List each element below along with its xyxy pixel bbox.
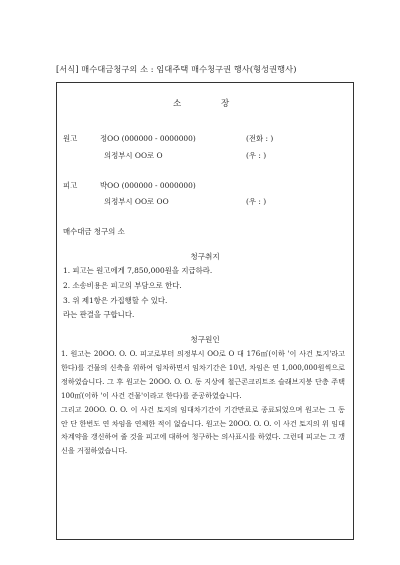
plaintiff-name: 정OO (000000 - 0000000) xyxy=(100,134,196,143)
defendant-role: 피고 xyxy=(63,181,78,190)
defendant-zip: (우 : ) xyxy=(246,197,267,206)
title-char-right: 장 xyxy=(221,99,230,109)
claim-item: 2. 소송비용은 피고의 부담으로 한다. xyxy=(63,281,182,290)
claim-closing: 라는 판결을 구합니다. xyxy=(63,310,135,319)
cause-body xyxy=(61,347,345,458)
plaintiff-phone: (전화 : ) xyxy=(246,134,274,143)
cause-paragraph: 1. 원고는 20OO. O. O. 피고로부터 의정부시 OO로 O 대 176㎡(이하 '이 사건 토지'라고 한다)를 건물의 신축을 위하여 임차하면서 임차기간은 10년, 차임은 연 1,000,000원씩으로 정하였습니다. 그 후 원고는 20OO. O. O. 동 지상에 철근콘크리트조 슬래브지붕 단층 주택 100㎡(이하 '이 사건 건물'이라고 한다)를 준공하였습니다. xyxy=(61,349,345,400)
defendant-address: 의정부시 OO로 OO xyxy=(104,197,169,206)
title-char-left: 소 xyxy=(173,99,182,109)
claim-heading: 청구취지 xyxy=(190,252,220,261)
plaintiff-role: 원고 xyxy=(63,134,78,143)
document-header: [서식] 매수대금청구의 소 : 임대주택 매수청구권 행사(형성권행사) xyxy=(56,64,297,74)
cause-paragraph: 그리고 20OO. O. O. 이 사건 토지의 임대차기간이 기간만료로 종료되었으며 원고는 그 동안 단 한번도 연 차임을 연체한 적이 없습니다. 원고는 20OO. O. O. 이 사건 토지의 위 임대차계약을 갱신하여 줄 것을 피고에 대하여 청구하는 의사표시를 하였다. 그런데 피고는 그 갱신을 거절하였습니다. xyxy=(61,404,345,456)
case-name: 매수대금 청구의 소 xyxy=(63,227,125,236)
claim-item: 1. 피고는 원고에게 7,850,000원을 지급하라. xyxy=(63,266,213,275)
plaintiff-address: 의정부시 OO로 O xyxy=(104,151,163,160)
cause-heading: 청구원인 xyxy=(190,335,220,344)
defendant-name: 박OO (000000 - 0000000) xyxy=(100,181,196,190)
plaintiff-zip: (우 : ) xyxy=(246,151,267,160)
claim-item: 3. 위 제1항은 가집행할 수 있다. xyxy=(63,296,168,305)
